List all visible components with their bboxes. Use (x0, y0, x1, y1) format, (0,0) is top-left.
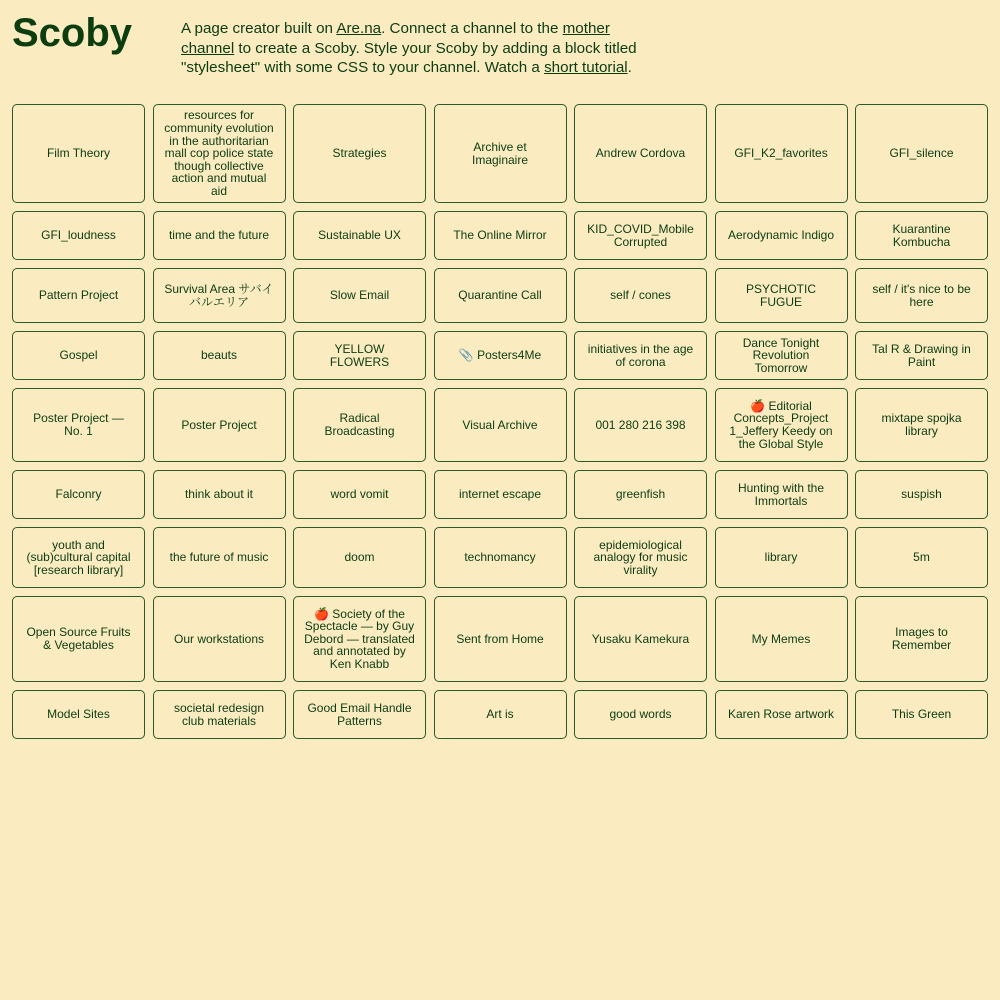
channel-card[interactable]: YELLOW FLOWERS (293, 331, 426, 380)
channel-card[interactable]: Andrew Cordova (574, 104, 707, 203)
channel-card[interactable]: The Online Mirror (434, 211, 567, 260)
channel-card[interactable]: Radical Broadcasting (293, 388, 426, 462)
channel-card[interactable]: Slow Email (293, 268, 426, 323)
channel-card[interactable]: the future of music (153, 527, 286, 588)
header (12, 10, 988, 90)
channel-card[interactable]: youth and (sub)cultural capital [research library] (12, 527, 145, 588)
channel-card[interactable]: Art is (434, 690, 567, 739)
channel-card[interactable]: GFI_silence (855, 104, 988, 203)
channel-card[interactable]: Open Source Fruits & Vegetables (12, 596, 145, 682)
intro-text-part-4: . (627, 59, 632, 77)
channel-card[interactable]: 001 280 216 398 (574, 388, 707, 462)
channel-card[interactable]: Pattern Project (12, 268, 145, 323)
channel-card[interactable]: Visual Archive (434, 388, 567, 462)
channel-card[interactable]: good words (574, 690, 707, 739)
channel-card[interactable]: Our workstations (153, 596, 286, 682)
channel-card[interactable]: beauts (153, 331, 286, 380)
channel-card[interactable]: GFI_K2_favorites (715, 104, 848, 203)
channel-card[interactable]: word vomit (293, 470, 426, 519)
site-logo[interactable]: Scoby (12, 11, 133, 55)
channel-card[interactable]: Poster Project (153, 388, 286, 462)
channel-card[interactable]: My Memes (715, 596, 848, 682)
channel-card[interactable]: Hunting with the Immortals (715, 470, 848, 519)
channel-card[interactable]: 📎 Posters4Me (434, 331, 567, 380)
channel-card[interactable]: mixtape spojka library (855, 388, 988, 462)
channel-card[interactable]: self / it's nice to be here (855, 268, 988, 323)
channel-card[interactable]: library (715, 527, 848, 588)
intro-text-part-1: A page creator built on (181, 20, 337, 37)
intro-text-part-2: . Connect a channel to the (381, 20, 563, 37)
short-tutorial-link[interactable]: short tutorial (544, 59, 628, 77)
channel-card[interactable]: Archive et Imaginaire (434, 104, 567, 203)
channel-card[interactable]: Poster Project — No. 1 (12, 388, 145, 462)
channel-grid (12, 104, 988, 739)
channel-card[interactable]: 🍎 Society of the Spectacle — by Guy Debord — translated and annotated by Ken Knabb (293, 596, 426, 682)
channel-card[interactable]: greenfish (574, 470, 707, 519)
channel-card[interactable]: internet escape (434, 470, 567, 519)
channel-card[interactable]: 🍎 Editorial Concepts_Project 1_Jeffery Keedy on the Global Style (715, 388, 848, 462)
channel-card[interactable]: epidemiological analogy for music virality (574, 527, 707, 588)
channel-card[interactable]: Tal R & Drawing in Paint (855, 331, 988, 380)
channel-card[interactable]: Kuarantine Kombucha (855, 211, 988, 260)
channel-card[interactable]: 5m (855, 527, 988, 588)
channel-card[interactable]: initiatives in the age of corona (574, 331, 707, 380)
channel-card[interactable]: suspish (855, 470, 988, 519)
channel-card[interactable]: Yusaku Kamekura (574, 596, 707, 682)
channel-card[interactable]: Film Theory (12, 104, 145, 203)
channel-card[interactable]: PSYCHOTIC FUGUE (715, 268, 848, 323)
mother-channel-link[interactable]: mother channel (181, 20, 610, 57)
channel-card[interactable]: Survival Area サバイバルエリア (153, 268, 286, 323)
channel-card[interactable]: Good Email Handle Patterns (293, 690, 426, 739)
channel-card[interactable]: Model Sites (12, 690, 145, 739)
channel-card[interactable]: doom (293, 527, 426, 588)
channel-card[interactable]: GFI_loudness (12, 211, 145, 260)
channel-card[interactable]: KID_COVID_Mobile Corrupted (574, 211, 707, 260)
channel-card[interactable]: Sent from Home (434, 596, 567, 682)
channel-card[interactable]: Quarantine Call (434, 268, 567, 323)
channel-card[interactable]: technomancy (434, 527, 567, 588)
channel-card[interactable]: Karen Rose artwork (715, 690, 848, 739)
channel-card[interactable]: Aerodynamic Indigo (715, 211, 848, 260)
channel-card[interactable]: think about it (153, 470, 286, 519)
intro-text (181, 19, 661, 78)
channel-card[interactable]: time and the future (153, 211, 286, 260)
channel-card[interactable]: Images to Remember (855, 596, 988, 682)
channel-card[interactable]: Gospel (12, 331, 145, 380)
channel-card[interactable]: societal redesign club materials (153, 690, 286, 739)
channel-card[interactable]: Dance Tonight Revolution Tomorrow (715, 331, 848, 380)
channel-card[interactable]: Strategies (293, 104, 426, 203)
channel-card[interactable]: self / cones (574, 268, 707, 323)
channel-card[interactable]: Sustainable UX (293, 211, 426, 260)
arena-link[interactable]: Are.na (336, 20, 382, 37)
intro-text-part-3: to create a Scoby. Style your Scoby by adding a block titled "stylesheet" with some CSS to your channel. Watch a (181, 39, 637, 77)
channel-card[interactable]: This Green (855, 690, 988, 739)
channel-card[interactable]: Falconry (12, 470, 145, 519)
channel-card[interactable]: resources for community evolution in the authoritarian mall cop police state though collective action and mutual aid (153, 104, 286, 203)
